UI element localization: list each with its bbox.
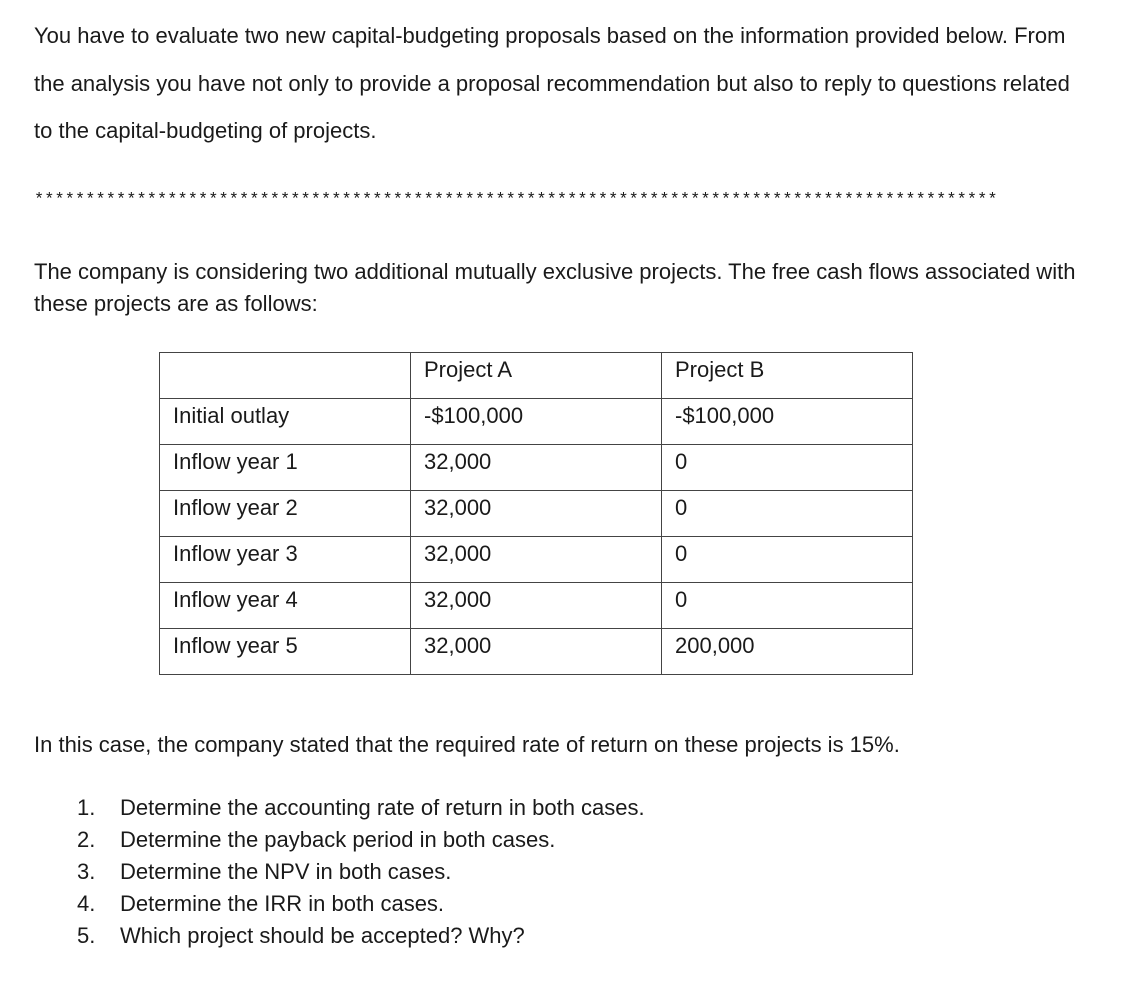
table-cell: Initial outlay <box>160 399 411 445</box>
table-cell: 200,000 <box>662 629 913 675</box>
table-cell: Inflow year 2 <box>160 491 411 537</box>
table-cell: 0 <box>662 445 913 491</box>
table-header-cell: Project A <box>411 353 662 399</box>
table-row <box>160 583 913 629</box>
table-row <box>160 629 913 675</box>
list-item-number: 4. <box>77 891 96 916</box>
list-item-text: Determine the IRR in both cases. <box>120 891 445 916</box>
list-item-number: 5. <box>77 923 96 948</box>
list-item-text: Which project should be accepted? Why? <box>120 923 525 948</box>
table-cell: 32,000 <box>411 491 662 537</box>
table-cell: 32,000 <box>411 537 662 583</box>
list-item <box>0 920 645 952</box>
list-item-text: Determine the payback period in both cases. <box>120 827 556 852</box>
table-row <box>160 491 913 537</box>
table-cell: Inflow year 1 <box>160 445 411 491</box>
required-rate-statement: In this case, the company stated that the required rate of return on these projects is 15%. <box>34 732 900 757</box>
question-list <box>0 792 645 952</box>
table-cell: 32,000 <box>411 445 662 491</box>
table-header-row <box>160 353 913 399</box>
list-item-number: 1. <box>77 795 96 820</box>
table-cell: 0 <box>662 583 913 629</box>
list-item-text: Determine the accounting rate of return in both cases. <box>120 795 645 820</box>
list-item <box>0 856 645 888</box>
table-cell: -$100,000 <box>662 399 913 445</box>
table-cell: Inflow year 5 <box>160 629 411 675</box>
table-cell: Inflow year 3 <box>160 537 411 583</box>
table-header-cell: Project B <box>662 353 913 399</box>
list-item-text: Determine the NPV in both cases. <box>120 859 452 884</box>
list-item <box>0 824 645 856</box>
table-cell: 0 <box>662 537 913 583</box>
table-cell: 32,000 <box>411 583 662 629</box>
table-cell: 0 <box>662 491 913 537</box>
list-item <box>0 792 645 824</box>
table-row <box>160 537 913 583</box>
table-row <box>160 399 913 445</box>
list-item <box>0 888 645 920</box>
table-cell: -$100,000 <box>411 399 662 445</box>
context-paragraph: The company is considering two additional mutually exclusive projects. The free cash flows associated with these projects are as follows: <box>34 259 1076 316</box>
asterisk-divider: ********************************************************************************************** <box>34 191 998 210</box>
intro-paragraph: You have to evaluate two new capital-budgeting proposals based on the information provided below. From the analysis you have not only to provide a proposal recommendation but also to reply to questions related to the capital-budgeting of projects. <box>34 23 1070 143</box>
list-item-number: 2. <box>77 827 96 852</box>
table-cell: Inflow year 4 <box>160 583 411 629</box>
table-header-cell <box>160 353 411 399</box>
list-item-number: 3. <box>77 859 96 884</box>
cash-flow-table <box>159 352 913 675</box>
table-row <box>160 445 913 491</box>
table-cell: 32,000 <box>411 629 662 675</box>
